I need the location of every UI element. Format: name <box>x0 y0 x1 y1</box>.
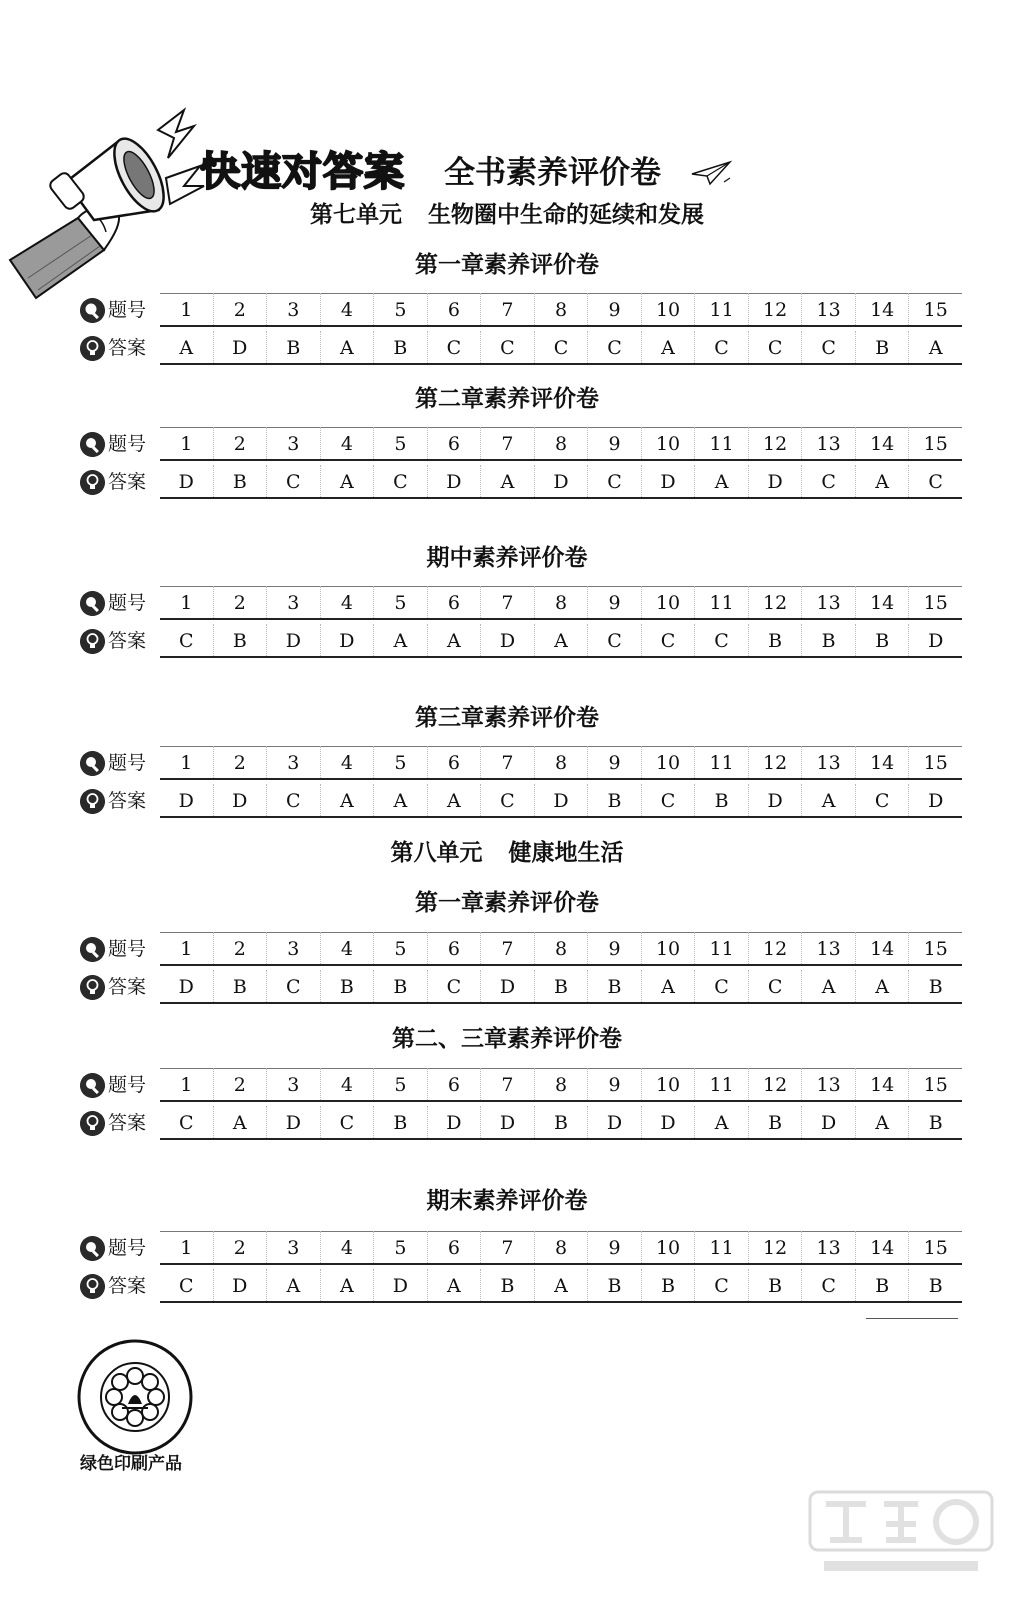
answer-cell: D <box>641 465 695 499</box>
answer-cell: C <box>178 630 194 652</box>
answer-cell: B <box>748 1269 802 1303</box>
answer-cell: C <box>178 1275 194 1297</box>
question-number-cell: 8 <box>534 746 588 780</box>
answer-cell: B <box>373 1106 427 1140</box>
question-number-cell: 13 <box>801 586 855 620</box>
question-number-cell: 11 <box>694 293 748 327</box>
answer-cell: B <box>855 1269 909 1303</box>
question-number-cell: 6 <box>427 746 481 780</box>
lightbulb-icon <box>80 470 105 495</box>
answer-cell: A <box>694 1106 748 1140</box>
answer-cell: B <box>266 331 320 365</box>
answer-cell: A <box>427 784 481 818</box>
answer-cell: C <box>427 970 481 1004</box>
question-number-cell: 2 <box>213 586 267 620</box>
question-number-cell: 8 <box>534 1068 588 1102</box>
question-number-cell: 2 <box>213 293 267 327</box>
unit-name: 健康地生活 <box>508 840 624 866</box>
section-title: 期中素养评价卷 <box>426 545 588 571</box>
question-number-cell: 7 <box>480 1068 534 1102</box>
question-number-cell: 9 <box>587 586 641 620</box>
question-number-cell: 6 <box>427 932 481 966</box>
answer-cell: D <box>480 1106 534 1140</box>
watermark-logo <box>806 1484 996 1594</box>
section-title: 期末素养评价卷 <box>426 1188 588 1214</box>
question-number-cell: 5 <box>373 932 427 966</box>
lightbulb-icon <box>80 1274 105 1299</box>
question-number-cell: 1 <box>180 1237 193 1259</box>
lightbulb-icon <box>80 629 105 654</box>
answer-cell: A <box>427 624 481 658</box>
answer-cell: C <box>694 624 748 658</box>
question-number-row <box>80 1231 962 1265</box>
answer-cell: A <box>801 784 855 818</box>
answer-row <box>80 970 962 1004</box>
question-number-cell: 7 <box>480 427 534 461</box>
question-number-cell: 7 <box>480 586 534 620</box>
answer-cell: B <box>801 624 855 658</box>
question-number-cell: 2 <box>213 427 267 461</box>
question-number-cell: 8 <box>534 932 588 966</box>
answer-cell: C <box>855 784 909 818</box>
question-number-row <box>80 746 962 780</box>
question-number-cell: 15 <box>908 586 962 620</box>
question-number-cell: 10 <box>641 1068 695 1102</box>
question-number-cell: 8 <box>534 586 588 620</box>
number-row-label: 题号 <box>108 938 147 960</box>
answer-cell: C <box>694 970 748 1004</box>
question-number-cell: 5 <box>373 1231 427 1265</box>
answer-cell: D <box>534 465 588 499</box>
section-title: 第一章素养评价卷 <box>415 890 599 916</box>
question-number-cell: 9 <box>587 1068 641 1102</box>
question-number-cell: 3 <box>266 586 320 620</box>
question-number-cell: 3 <box>266 1231 320 1265</box>
question-number-cell: 15 <box>908 1231 962 1265</box>
question-number-cell: 4 <box>320 293 374 327</box>
question-number-row <box>80 427 962 461</box>
magnifier-icon <box>80 1236 105 1261</box>
answer-cell: C <box>748 331 802 365</box>
answer-cell: A <box>855 1106 909 1140</box>
answer-cell: B <box>855 624 909 658</box>
question-number-cell: 5 <box>373 427 427 461</box>
answer-cell: D <box>213 331 267 365</box>
question-number-cell: 7 <box>480 1231 534 1265</box>
question-number-cell: 15 <box>908 746 962 780</box>
answer-cell: D <box>213 784 267 818</box>
answer-cell: D <box>178 976 194 998</box>
number-row-label: 题号 <box>108 299 147 321</box>
answer-table <box>80 1068 962 1144</box>
answer-row <box>80 624 962 658</box>
question-number-cell: 3 <box>266 932 320 966</box>
question-number-cell: 9 <box>587 427 641 461</box>
environmental-label-seal-icon <box>76 1338 194 1456</box>
magnifier-icon <box>80 432 105 457</box>
answer-cell: A <box>179 337 194 359</box>
answer-row <box>80 465 962 499</box>
answer-cell: D <box>373 1269 427 1303</box>
answer-cell: A <box>373 784 427 818</box>
paper-plane-icon <box>690 158 732 186</box>
answer-cell: D <box>213 1269 267 1303</box>
question-number-cell: 9 <box>587 1231 641 1265</box>
answer-cell: D <box>908 624 962 658</box>
magnifier-icon <box>80 751 105 776</box>
answer-cell: B <box>534 970 588 1004</box>
header-title: 快速对答案 <box>200 149 405 195</box>
answer-cell: C <box>694 331 748 365</box>
question-number-cell: 5 <box>373 293 427 327</box>
answer-cell: A <box>908 331 962 365</box>
answer-row-label: 答案 <box>108 1275 147 1297</box>
answer-cell: B <box>748 624 802 658</box>
question-number-cell: 11 <box>694 1068 748 1102</box>
answer-cell: C <box>373 465 427 499</box>
question-number-cell: 4 <box>320 1231 374 1265</box>
question-number-cell: 4 <box>320 746 374 780</box>
question-number-cell: 4 <box>320 1068 374 1102</box>
answer-cell: C <box>178 1112 194 1134</box>
answer-cell: A <box>427 1269 481 1303</box>
question-number-cell: 14 <box>855 427 909 461</box>
question-number-cell: 1 <box>180 433 193 455</box>
answer-cell: C <box>480 784 534 818</box>
question-number-cell: 12 <box>748 932 802 966</box>
answer-row-label: 答案 <box>108 471 147 493</box>
answer-table <box>80 1231 962 1307</box>
answer-row-label: 答案 <box>108 1112 147 1134</box>
answer-cell: C <box>587 331 641 365</box>
question-number-cell: 14 <box>855 1068 909 1102</box>
answer-cell: C <box>801 331 855 365</box>
answer-cell: A <box>373 624 427 658</box>
question-number-cell: 12 <box>748 746 802 780</box>
answer-cell: C <box>480 331 534 365</box>
question-number-cell: 15 <box>908 427 962 461</box>
answer-cell: D <box>427 465 481 499</box>
answer-cell: D <box>480 624 534 658</box>
answer-row <box>80 784 962 818</box>
answer-cell: D <box>534 784 588 818</box>
question-number-cell: 14 <box>855 932 909 966</box>
answer-cell: B <box>213 970 267 1004</box>
answer-cell: B <box>908 1269 962 1303</box>
answer-cell: A <box>534 624 588 658</box>
answer-cell: B <box>480 1269 534 1303</box>
answer-cell: C <box>320 1106 374 1140</box>
question-number-cell: 13 <box>801 746 855 780</box>
question-number-cell: 8 <box>534 427 588 461</box>
answer-cell: B <box>213 624 267 658</box>
question-number-cell: 1 <box>180 592 193 614</box>
answer-cell: A <box>320 331 374 365</box>
answer-cell: B <box>855 331 909 365</box>
number-row-label: 题号 <box>108 592 147 614</box>
lightbulb-icon <box>80 336 105 361</box>
answer-cell: B <box>587 784 641 818</box>
answer-table <box>80 293 962 369</box>
header-subtitle: 全书素养评价卷 <box>444 155 661 191</box>
question-number-cell: 3 <box>266 427 320 461</box>
question-number-cell: 12 <box>748 427 802 461</box>
question-number-cell: 12 <box>748 1231 802 1265</box>
answer-cell: C <box>908 465 962 499</box>
question-number-cell: 11 <box>694 1231 748 1265</box>
number-row-label: 题号 <box>108 1074 147 1096</box>
question-number-row <box>80 932 962 966</box>
magnifier-icon <box>80 937 105 962</box>
lightbulb-icon <box>80 1111 105 1136</box>
answer-cell: A <box>534 1269 588 1303</box>
magnifier-icon <box>80 298 105 323</box>
answer-cell: A <box>320 1269 374 1303</box>
unit-number: 第七单元 <box>310 202 402 228</box>
answer-cell: D <box>801 1106 855 1140</box>
answer-cell: C <box>266 784 320 818</box>
answer-cell: C <box>801 1269 855 1303</box>
question-number-cell: 10 <box>641 586 695 620</box>
answer-cell: C <box>801 465 855 499</box>
section-title: 第二、三章素养评价卷 <box>392 1026 622 1052</box>
question-number-cell: 6 <box>427 293 481 327</box>
answer-cell: B <box>373 970 427 1004</box>
answer-cell: A <box>694 465 748 499</box>
answer-cell: C <box>427 331 481 365</box>
question-number-cell: 14 <box>855 293 909 327</box>
question-number-cell: 5 <box>373 746 427 780</box>
answer-row <box>80 1269 962 1303</box>
question-number-cell: 10 <box>641 1231 695 1265</box>
question-number-row <box>80 586 962 620</box>
question-number-cell: 6 <box>427 1231 481 1265</box>
question-number-cell: 2 <box>213 746 267 780</box>
answer-cell: A <box>320 784 374 818</box>
answer-cell: B <box>587 970 641 1004</box>
answer-cell: D <box>266 624 320 658</box>
answer-cell: D <box>908 784 962 818</box>
answer-cell: C <box>266 970 320 1004</box>
answer-table <box>80 746 962 822</box>
number-row-label: 题号 <box>108 752 147 774</box>
answer-row <box>80 1106 962 1140</box>
question-number-row <box>80 293 962 327</box>
answer-cell: B <box>641 1269 695 1303</box>
section-title: 第一章素养评价卷 <box>415 252 599 278</box>
answer-cell: D <box>480 970 534 1004</box>
question-number-cell: 14 <box>855 746 909 780</box>
question-number-cell: 13 <box>801 427 855 461</box>
answer-row-label: 答案 <box>108 790 147 812</box>
answer-cell: A <box>641 970 695 1004</box>
answer-row-label: 答案 <box>108 337 147 359</box>
unit-title <box>0 200 1014 230</box>
question-number-cell: 9 <box>587 293 641 327</box>
answer-cell: B <box>534 1106 588 1140</box>
answer-table <box>80 586 962 662</box>
magnifier-icon <box>80 1073 105 1098</box>
question-number-cell: 11 <box>694 427 748 461</box>
question-number-cell: 11 <box>694 746 748 780</box>
answer-row <box>80 331 962 365</box>
question-number-cell: 7 <box>480 746 534 780</box>
question-number-cell: 9 <box>587 932 641 966</box>
question-number-cell: 11 <box>694 586 748 620</box>
answer-cell: A <box>480 465 534 499</box>
question-number-cell: 10 <box>641 427 695 461</box>
answer-cell: B <box>748 1106 802 1140</box>
answer-cell: D <box>178 471 194 493</box>
question-number-cell: 4 <box>320 427 374 461</box>
unit-name: 生物圈中生命的延续和发展 <box>428 202 704 228</box>
section-title: 第三章素养评价卷 <box>415 705 599 731</box>
question-number-cell: 7 <box>480 293 534 327</box>
answer-cell: C <box>641 784 695 818</box>
question-number-cell: 8 <box>534 1231 588 1265</box>
question-number-cell: 2 <box>213 1231 267 1265</box>
answer-cell: C <box>694 1269 748 1303</box>
question-number-cell: 6 <box>427 586 481 620</box>
question-number-cell: 15 <box>908 1068 962 1102</box>
question-number-cell: 12 <box>748 293 802 327</box>
answer-cell: A <box>266 1269 320 1303</box>
question-number-cell: 4 <box>320 586 374 620</box>
unit-title <box>0 838 1014 868</box>
question-number-cell: 12 <box>748 1068 802 1102</box>
answer-cell: D <box>266 1106 320 1140</box>
answer-cell: C <box>748 970 802 1004</box>
answer-cell: B <box>213 465 267 499</box>
question-number-cell: 14 <box>855 1231 909 1265</box>
question-number-cell: 3 <box>266 293 320 327</box>
page-header <box>200 148 760 198</box>
question-number-cell: 8 <box>534 293 588 327</box>
number-row-label: 题号 <box>108 433 147 455</box>
question-number-cell: 10 <box>641 746 695 780</box>
question-number-cell: 3 <box>266 746 320 780</box>
lightbulb-icon <box>80 975 105 1000</box>
question-number-cell: 10 <box>641 932 695 966</box>
question-number-cell: 6 <box>427 427 481 461</box>
question-number-cell: 13 <box>801 1231 855 1265</box>
question-number-cell: 5 <box>373 586 427 620</box>
answer-cell: B <box>587 1269 641 1303</box>
answer-cell: B <box>320 970 374 1004</box>
answer-row-label: 答案 <box>108 630 147 652</box>
answer-cell: D <box>587 1106 641 1140</box>
answer-cell: A <box>320 465 374 499</box>
question-number-row <box>80 1068 962 1102</box>
question-number-cell: 4 <box>320 932 374 966</box>
answer-cell: D <box>178 790 194 812</box>
answer-cell: C <box>641 624 695 658</box>
number-row-label: 题号 <box>108 1237 147 1259</box>
unit-number: 第八单元 <box>390 840 483 866</box>
answer-cell: A <box>855 465 909 499</box>
answer-cell: B <box>694 784 748 818</box>
green-print-label: 绿色印刷产品 <box>80 1454 182 1474</box>
question-number-cell: 1 <box>180 1074 193 1096</box>
answer-cell: C <box>587 624 641 658</box>
answer-row-label: 答案 <box>108 976 147 998</box>
question-number-cell: 1 <box>180 752 193 774</box>
answer-cell: D <box>748 784 802 818</box>
question-number-cell: 13 <box>801 932 855 966</box>
answer-cell: A <box>801 970 855 1004</box>
answer-cell: B <box>373 331 427 365</box>
question-number-cell: 12 <box>748 586 802 620</box>
question-number-cell: 9 <box>587 746 641 780</box>
answer-table <box>80 932 962 1008</box>
question-number-cell: 13 <box>801 293 855 327</box>
magnifier-icon <box>80 591 105 616</box>
answer-cell: B <box>908 1106 962 1140</box>
question-number-cell: 7 <box>480 932 534 966</box>
section-title: 第二章素养评价卷 <box>415 386 599 412</box>
lightbulb-icon <box>80 789 105 814</box>
question-number-cell: 3 <box>266 1068 320 1102</box>
answer-cell: C <box>266 465 320 499</box>
answer-table <box>80 427 962 503</box>
answer-cell: A <box>213 1106 267 1140</box>
question-number-cell: 2 <box>213 932 267 966</box>
question-number-cell: 6 <box>427 1068 481 1102</box>
answer-cell: C <box>534 331 588 365</box>
answer-cell: A <box>641 331 695 365</box>
question-number-cell: 1 <box>180 299 193 321</box>
question-number-cell: 5 <box>373 1068 427 1102</box>
answer-cell: C <box>587 465 641 499</box>
answer-cell: D <box>641 1106 695 1140</box>
question-number-cell: 14 <box>855 586 909 620</box>
answer-cell: B <box>908 970 962 1004</box>
divider <box>866 1318 958 1319</box>
answer-cell: A <box>855 970 909 1004</box>
question-number-cell: 13 <box>801 1068 855 1102</box>
question-number-cell: 10 <box>641 293 695 327</box>
question-number-cell: 11 <box>694 932 748 966</box>
answer-cell: D <box>427 1106 481 1140</box>
answer-cell: D <box>748 465 802 499</box>
question-number-cell: 1 <box>180 938 193 960</box>
answer-cell: D <box>320 624 374 658</box>
question-number-cell: 15 <box>908 293 962 327</box>
question-number-cell: 2 <box>213 1068 267 1102</box>
question-number-cell: 15 <box>908 932 962 966</box>
